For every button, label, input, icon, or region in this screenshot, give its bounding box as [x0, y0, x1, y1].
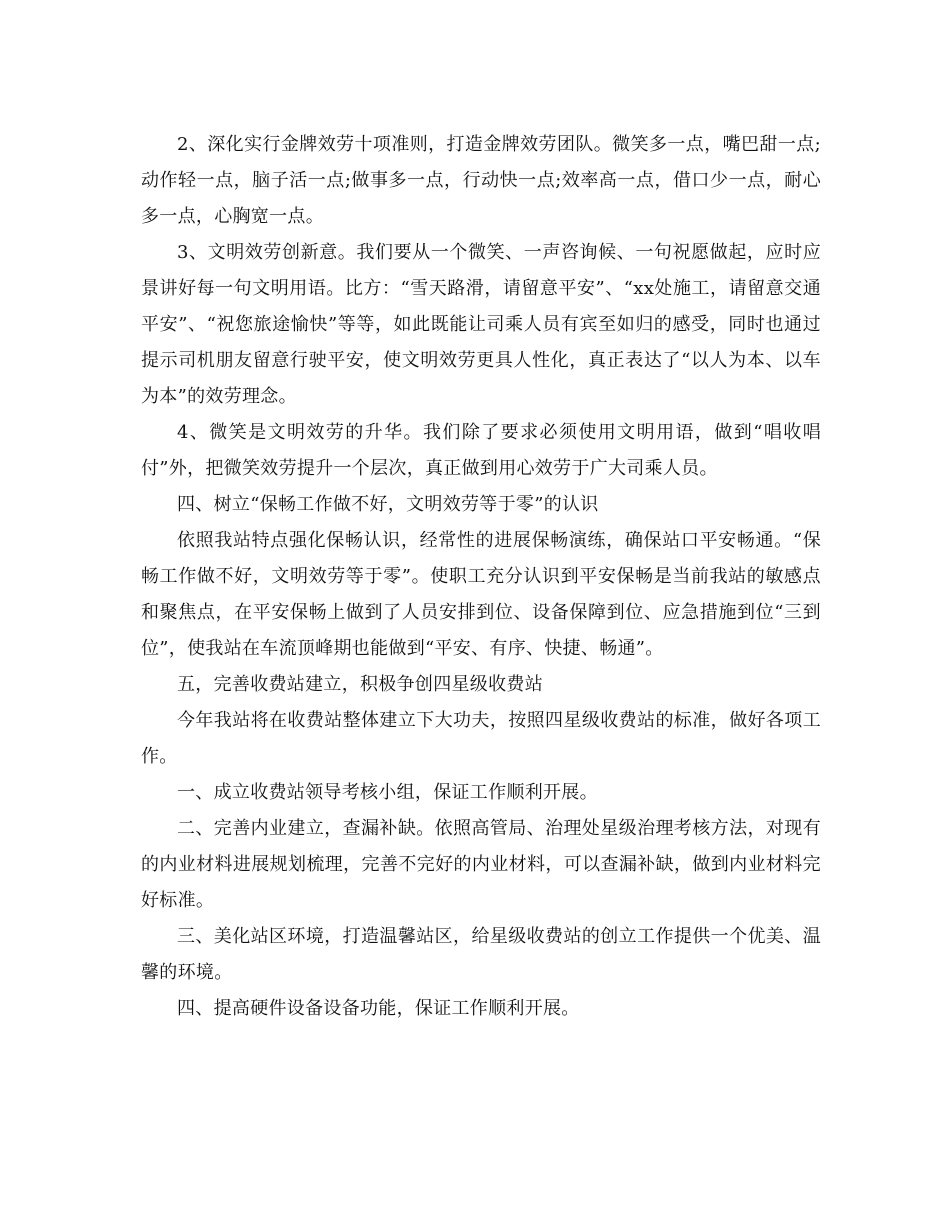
paragraph: 依照我站特点强化保畅认识，经常性的进展保畅演练，确保站口平安畅通。“保畅工作做不好，文明效劳等于零”。使职工充分认识到平安保畅是当前我站的敏感点和聚焦点，在平安保畅上做到了人员安排到位、设备保障到位、应急措施到位“三到位”，使我站在车流顶峰期也能做到“平安、有序、快捷、畅通”。 [141, 530, 821, 659]
list-item: 三、美化站区环境，打造温馨站区，给星级收费站的创立工作提供一个优美、温馨的环境。 [141, 926, 821, 983]
section-heading: 四、树立“保畅工作做不好，文明效劳等于零”的认识 [177, 494, 599, 515]
paragraph: 2、深化实行金牌效劳十项准则，打造金牌效劳团队。微笑多一点，嘴巴甜一点;动作轻一点，脑子活一点;做事多一点，行动快一点;效率高一点，借口少一点，耐心多一点，心胸宽一点。 [141, 134, 821, 227]
paragraph: 今年我站将在收费站整体建立下大功夫，按照四星级收费站的标准，做好各项工作。 [141, 710, 821, 767]
section-heading: 五，完善收费站建立，积极争创四星级收费站 [177, 674, 543, 695]
paragraph: 3、文明效劳创新意。我们要从一个微笑、一声咨询候、一句祝愿做起，应时应景讲好每一句文明用语。比方：“雪天路滑，请留意平安”、“xx处施工，请留意交通平安”、“祝您旅途愉快”等等，如此既能让司乘人员有宾至如归的感受，同时也通过提示司机朋友留意行驶平安，使文明效劳更具人性化，真正表达了“以人为本、以车为本”的效劳理念。 [141, 242, 821, 407]
document-body [141, 127, 821, 1027]
paragraph: 4、微笑是文明效劳的升华。我们除了要求必须使用文明用语，做到“唱收唱付”外，把微笑效劳提升一个层次，真正做到用心效劳于广大司乘人员。 [141, 422, 821, 479]
list-item: 一、成立收费站领导考核小组，保证工作顺利开展。 [177, 782, 598, 803]
list-item: 四、提高硬件设备设备功能，保证工作顺利开展。 [177, 998, 580, 1019]
list-item: 二、完善内业建立，查漏补缺。依照高管局、治理处星级治理考核方法，对现有的内业材料进展规划梳理，完善不完好的内业材料，可以查漏补缺，做到内业材料完好标准。 [141, 818, 821, 911]
